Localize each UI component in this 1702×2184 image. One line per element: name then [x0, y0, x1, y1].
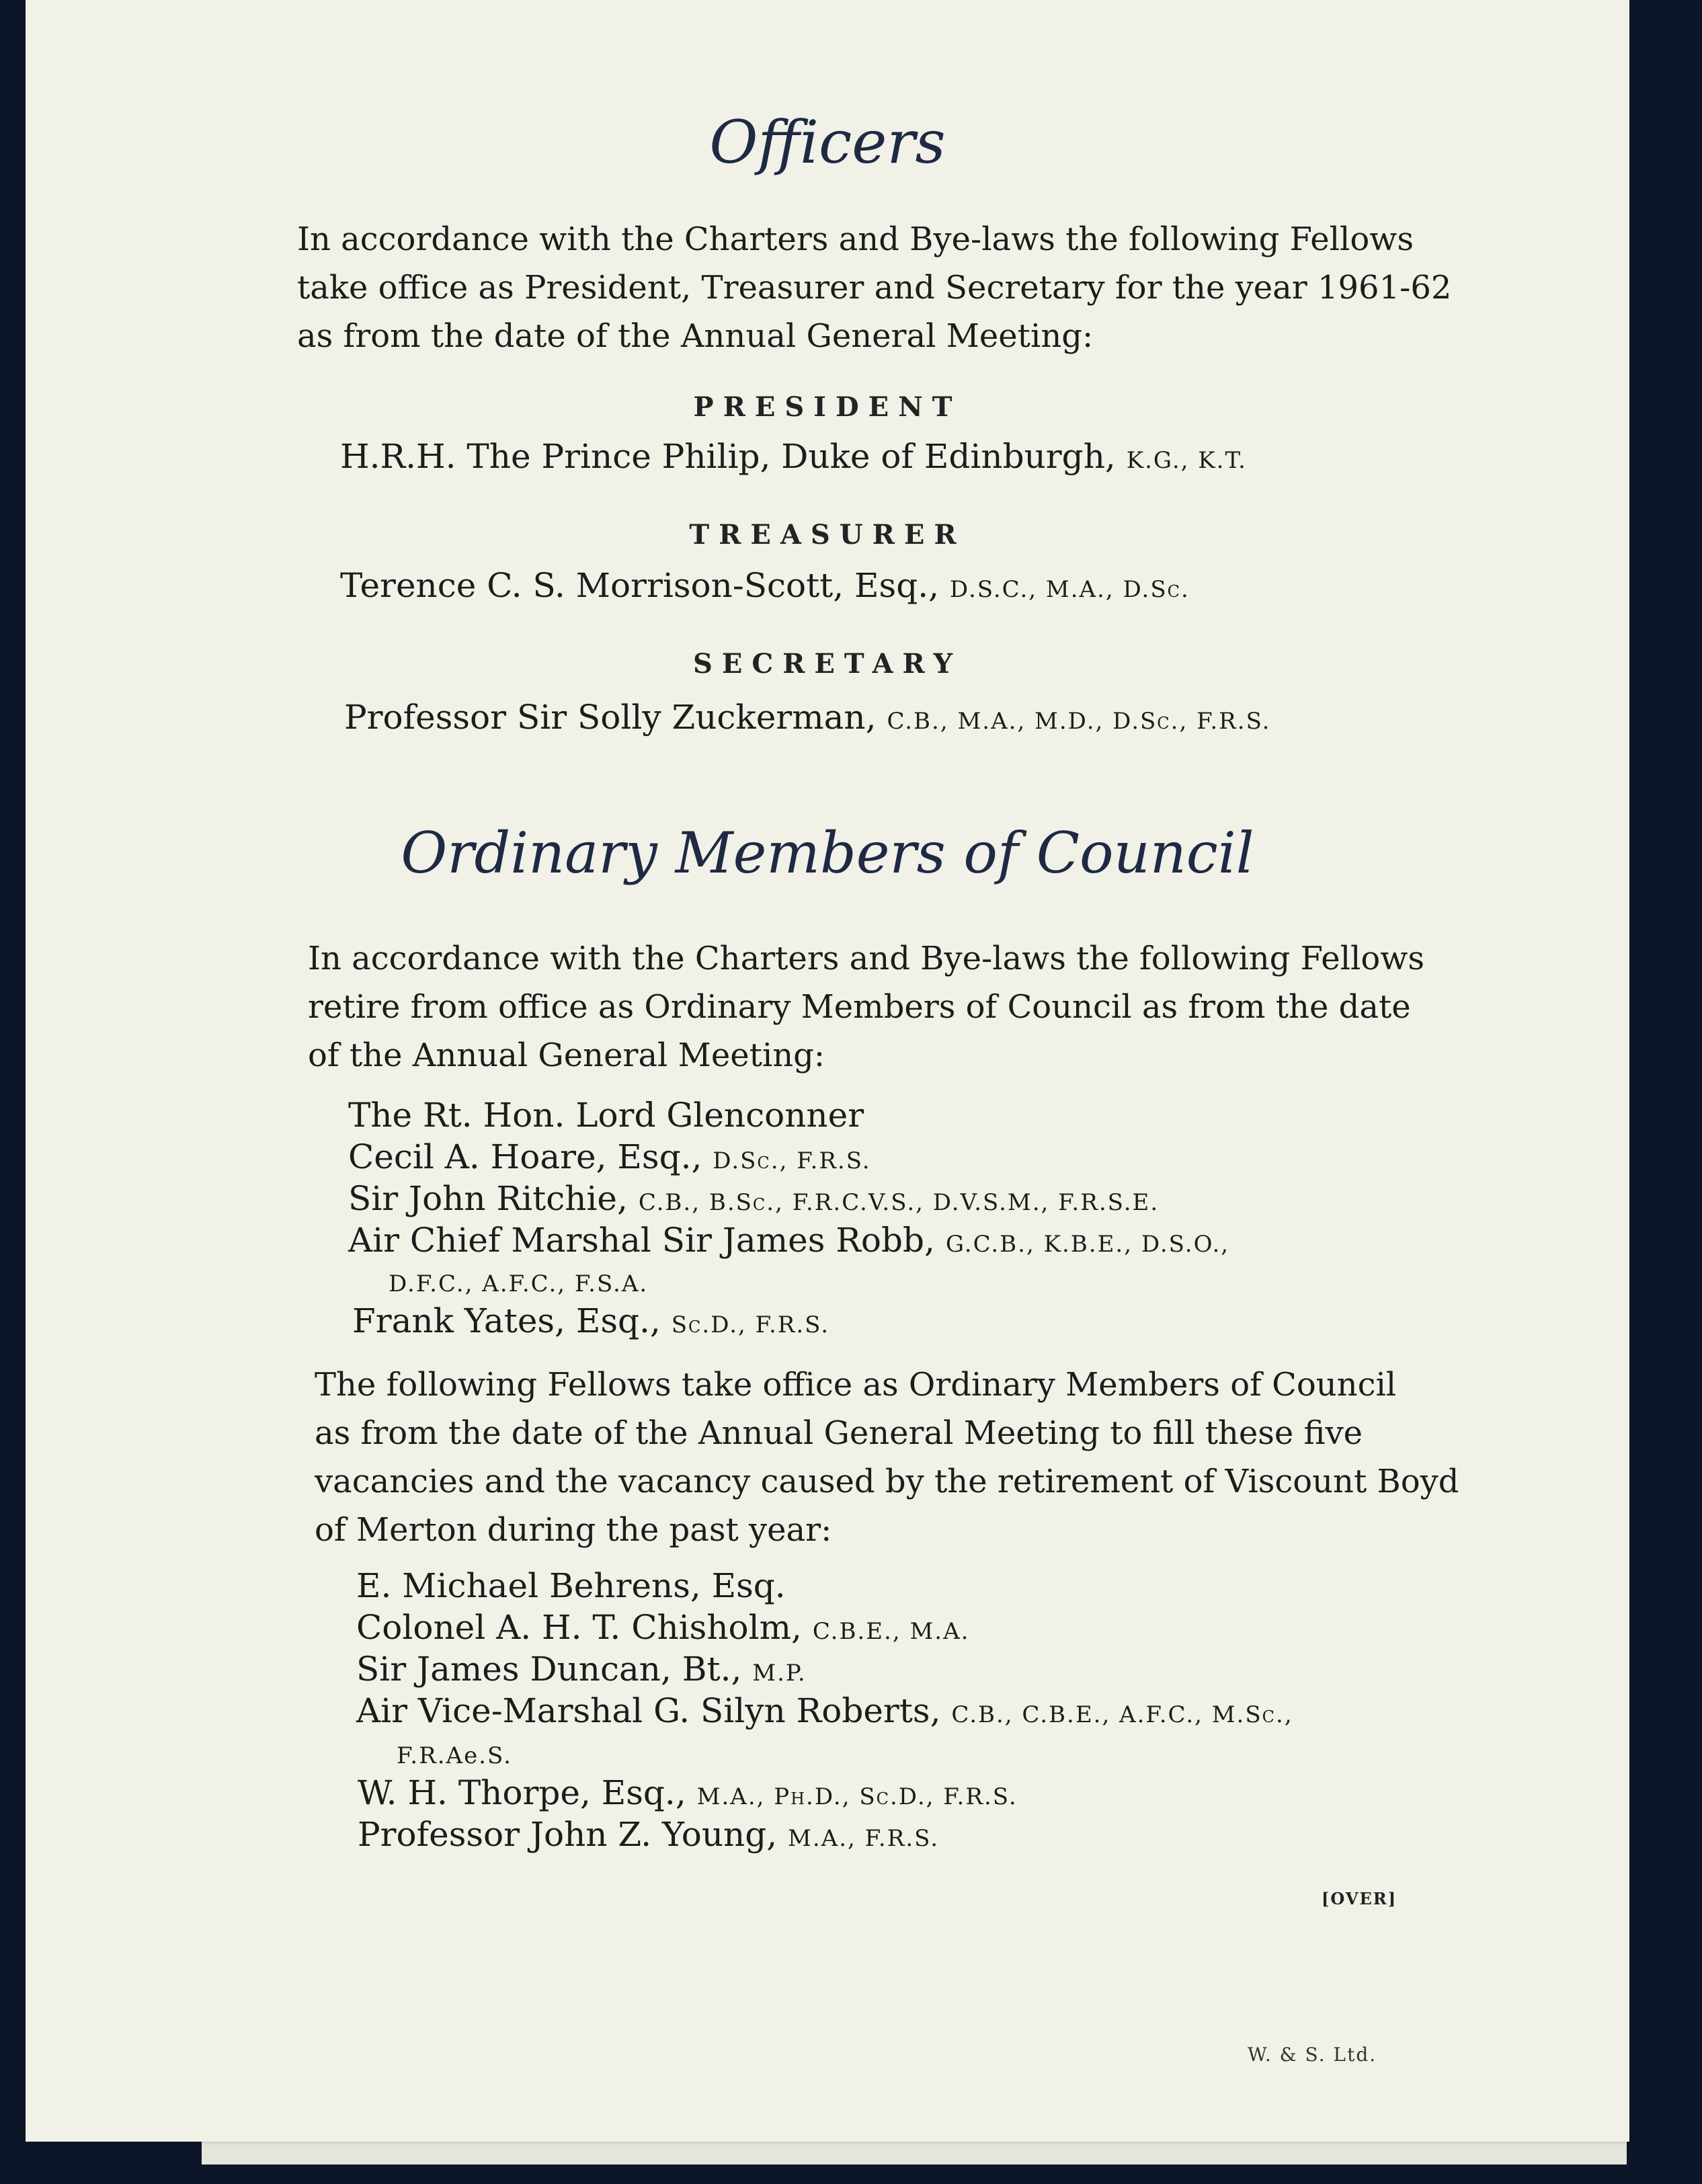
member-name: Sir James Duncan, Bt., — [356, 1650, 742, 1689]
member-quals: D.Sc., F.R.S. — [713, 1147, 871, 1174]
member-quals: C.B., C.B.E., A.F.C., M.Sc., — [951, 1701, 1293, 1728]
retire-intro — [308, 934, 1424, 1080]
member-quals-continued: F.R.Ae.S. — [397, 1742, 512, 1769]
elect-intro-line: of Merton during the past year: — [315, 1511, 832, 1549]
officers-intro — [297, 215, 1451, 360]
treasurer-entry — [340, 566, 1190, 605]
retiring-member — [348, 1179, 1159, 1218]
elected-member — [358, 1773, 1018, 1812]
officers-intro-line: In accordance with the Charters and Bye-laws the following Fellows — [297, 220, 1414, 258]
secretary-quals: C.B., M.A., M.D., D.Sc., F.R.S. — [887, 708, 1271, 735]
council-heading: Ordinary Members of Council — [401, 820, 1254, 886]
retiring-member — [348, 1221, 1229, 1260]
elected-member — [356, 1566, 786, 1605]
secretary-label: SECRETARY — [692, 648, 963, 680]
retire-intro-line: of the Annual General Meeting: — [308, 1037, 825, 1074]
member-quals: M.A., Ph.D., Sc.D., F.R.S. — [696, 1783, 1018, 1810]
secretary-name: Professor Sir Solly Zuckerman, — [344, 698, 877, 737]
elected-member — [356, 1608, 969, 1647]
retiring-member — [348, 1137, 871, 1176]
printer-imprint: W. & S. Ltd. — [1248, 2044, 1377, 2066]
retiring-member — [348, 1096, 864, 1135]
member-name: Air Chief Marshal Sir James Robb, — [348, 1221, 935, 1260]
member-quals-continued: D.F.C., A.F.C., F.S.A. — [389, 1270, 649, 1297]
member-quals: M.A., F.R.S. — [788, 1825, 940, 1852]
officers-heading: Officers — [709, 108, 946, 177]
document-page — [26, 0, 1629, 2142]
president-name: H.R.H. The Prince Philip, Duke of Edinburgh, — [340, 437, 1116, 476]
elected-member — [356, 1650, 807, 1689]
member-name: The Rt. Hon. Lord Glenconner — [348, 1096, 864, 1135]
elect-intro-line: The following Fellows take office as Ordinary Members of Council — [315, 1366, 1397, 1404]
secretary-entry — [344, 698, 1270, 737]
member-name: Professor John Z. Young, — [358, 1815, 778, 1854]
retire-intro-line: In accordance with the Charters and Bye-laws the following Fellows — [308, 940, 1425, 977]
member-quals: C.B., B.Sc., F.R.C.V.S., D.V.S.M., F.R.S.E. — [638, 1189, 1160, 1216]
officers-intro-line: take office as President, Treasurer and Secretary for the year 1961-62 — [297, 269, 1452, 307]
elect-intro-line: vacancies and the vacancy caused by the retirement of Viscount Boyd — [315, 1463, 1459, 1500]
president-label: PRESIDENT — [693, 391, 962, 423]
president-entry — [340, 437, 1247, 476]
retiring-member — [352, 1301, 829, 1340]
member-quals: Sc.D., F.R.S. — [671, 1311, 830, 1338]
member-name: W. H. Thorpe, Esq., — [358, 1773, 686, 1812]
elected-member — [358, 1815, 939, 1854]
elected-member — [356, 1691, 1293, 1730]
elect-intro-line: as from the date of the Annual General Meeting to fill these five — [315, 1414, 1363, 1452]
member-quals: M.P. — [752, 1660, 807, 1687]
elect-intro — [315, 1361, 1459, 1554]
member-name: Cecil A. Hoare, Esq., — [348, 1137, 702, 1176]
member-name: E. Michael Behrens, Esq. — [356, 1566, 786, 1605]
officers-intro-line: as from the date of the Annual General Meeting: — [297, 317, 1094, 355]
president-quals: K.G., K.T. — [1126, 447, 1247, 474]
treasurer-quals: D.S.C., M.A., D.Sc. — [949, 576, 1190, 603]
member-name: Colonel A. H. T. Chisholm, — [356, 1608, 802, 1647]
member-name: Air Vice-Marshal G. Silyn Roberts, — [356, 1691, 941, 1730]
member-quals: C.B.E., M.A. — [812, 1618, 970, 1645]
member-name: Frank Yates, Esq., — [352, 1301, 661, 1340]
treasurer-name: Terence C. S. Morrison-Scott, Esq., — [340, 566, 939, 605]
member-quals: G.C.B., K.B.E., D.S.O., — [945, 1231, 1230, 1258]
retire-intro-line: retire from office as Ordinary Members of Council as from the date — [308, 988, 1411, 1026]
over-marker: [OVER] — [1322, 1889, 1397, 1908]
treasurer-label: TREASURER — [689, 519, 966, 551]
member-name: Sir John Ritchie, — [348, 1179, 628, 1218]
